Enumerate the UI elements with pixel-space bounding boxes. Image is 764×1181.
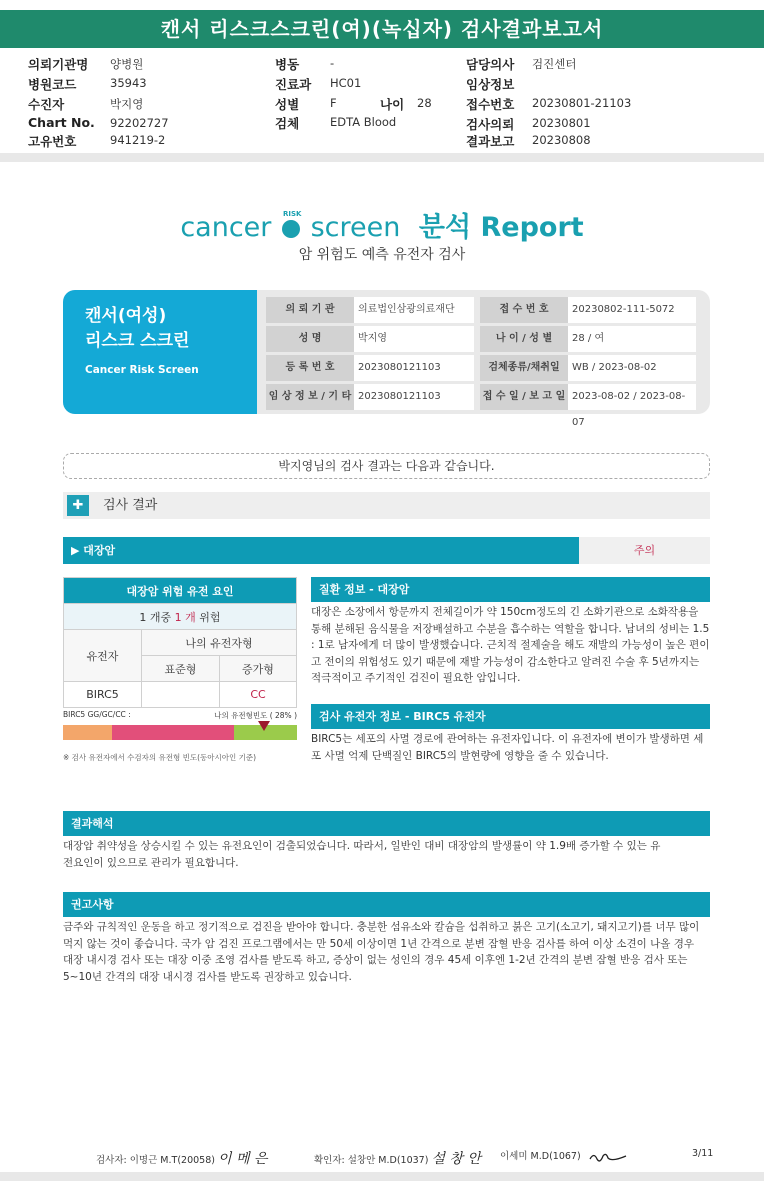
interpretation-text: 대장암 취약성을 상승시킬 수 있는 유전요인이 검출되었습니다. 따라서, 일반인 대비 대장암의 발생률이 약 1.9배 증가할 수 있는 유전요인이 있으므로 관리가 필요합니다.: [63, 840, 661, 869]
tester-sign: 이 메 은: [217, 1151, 268, 1167]
info-key: 나 이 / 성 별: [480, 326, 568, 352]
info-value: 2023080121103: [354, 355, 474, 381]
interpretation-header: 결과해석: [63, 811, 710, 836]
gene-table-header: 대장암 위험 유전 요인: [64, 578, 297, 604]
header-label: 임상정보: [466, 77, 515, 92]
confirmer-name: 확인자: 설창안 M.D(1037): [314, 1155, 429, 1166]
gene-info-text: BIRC5는 세포의 사멸 경로에 관여하는 유전자입니다. 이 유전자에 변이가 발생하면 세포 사멸 억제 단백질인 BIRC5의 발현량에 영향을 줄 수 있습니다.: [311, 733, 704, 762]
freq-left-label: BIRC5 GG/GC/CC :: [63, 710, 131, 719]
header-value: EDTA Blood: [330, 115, 397, 129]
info-value: 2023080121103: [354, 384, 474, 410]
header-value: HC01: [330, 76, 362, 90]
doctor-sign-icon: [588, 1150, 628, 1164]
freq-segment: [63, 725, 112, 740]
freq-segment: [112, 725, 234, 740]
report-subtitle: 암 위험도 예측 유전자 검사: [298, 247, 466, 263]
info-key: 의 뢰 기 관: [266, 297, 354, 323]
info-key: 임 상 정 보 / 기 타: [266, 384, 354, 410]
table-row: [64, 682, 297, 708]
header-value: F: [330, 96, 337, 110]
logo-cancer: cancer: [180, 212, 272, 243]
cancer-status-badge: 주의: [579, 537, 710, 564]
header-value: 양병원: [110, 57, 144, 71]
header-label: 수진자: [28, 97, 65, 112]
advice-text: 금주와 규칙적인 운동을 하고 정기적으로 검진을 받아야 합니다. 충분한 섬유소와 칼슘을 섭취하고 붉은 고기(소고기, 돼지고기)를 너무 많이 먹지 않는 것이 좋습니다. 국가 암 검진 프로그램에서는 만 50세 이상이면 1년 간격으로 분변 잠혈 반응 검사를 하여 이상 소견이 나올 경우 대장 내시경 검사 또는 대장 이중 조영 검사를 받도록 하고, 증상이 없는 성인의 경우 45세 이후엔 1-2년 간격의 분변 잠혈 반응 검사 또는 5~10년 간격의 대장 내시경 검사를 받도록 권장하고 있습니다.: [63, 921, 700, 983]
report-title: 캔서 리스크스크린(여)(녹십자) 검사결과보고서: [0, 10, 764, 48]
age-label: 나이: [380, 97, 405, 112]
info-value: 28 / 여: [568, 326, 696, 352]
brand-logo: [0, 205, 764, 244]
result-intro: 박지영님의 검사 결과는 다음과 같습니다.: [63, 453, 710, 479]
info-value: 의료법인삼광의료재단: [354, 297, 474, 323]
tester-signature: [96, 1148, 267, 1168]
medical-kit-icon: ✚: [67, 495, 89, 516]
gene-standard: [142, 682, 220, 708]
info-value: WB / 2023-08-02: [568, 355, 696, 381]
cancer-result-bar: [63, 537, 710, 564]
header-value: 20230808: [532, 133, 591, 147]
col-my-genotype: 나의 유전자형: [142, 630, 297, 656]
doctor-signature: [500, 1148, 628, 1164]
gene-info-header: 검사 유전자 정보 - BIRC5 유전자: [311, 704, 710, 729]
col-gene: 유전자: [64, 630, 142, 682]
my-frequency-marker-icon: [258, 721, 270, 731]
gene-name: BIRC5: [64, 682, 142, 708]
confirmer-sign: 설 창 안: [431, 1151, 481, 1167]
cancer-name: ▶ 대장암: [63, 537, 579, 564]
risk-count: [64, 604, 297, 630]
gene-risk-table: [63, 577, 297, 708]
header-value: -: [330, 56, 335, 70]
header-value: 검진센터: [532, 57, 577, 71]
header-label: 담당의사: [466, 57, 515, 72]
gene-increased: CC: [220, 682, 297, 708]
info-key: 접 수 일 / 보 고 일: [480, 384, 568, 410]
info-value: 박지영: [354, 326, 474, 352]
logo-dot-icon: [282, 209, 302, 238]
header-label: 검사의뢰: [466, 117, 515, 132]
divider-band: [0, 153, 764, 162]
disease-info-text: 대장은 소장에서 항문까지 전체길이가 약 150cm정도의 긴 소화기관으로 소화작용을 통해 분해된 음식물을 저장배설하고 수분을 흡수하는 역할을 합니다. 남녀의 성비는 1.5 : 1로 남자에게 더 많이 발생했습니다. 근치적 절제술을 해도 재발의 가능성이 높은 편이고 전이의 위험성도 있기 때문에 재발 가능성이 감소한다고 알려진 수술 후 5년까지는 적극적이고 주기적인 검진이 필요한 암입니다.: [311, 606, 710, 684]
patient-info-card: [63, 290, 710, 428]
header-label: 진료과: [275, 77, 312, 92]
tester-name: 검사자: 이명근 M.T(20058): [96, 1155, 215, 1166]
header-label: 병동: [275, 57, 300, 72]
col-standard: 표준형: [142, 656, 220, 682]
header-label: 접수번호: [466, 97, 515, 112]
info-value: 20230802-111-5072: [568, 297, 696, 323]
info-key: 성 명: [266, 326, 354, 352]
freq-right-label: 나의 유전형빈도 ( 28% ): [214, 711, 297, 720]
info-value: 2023-08-02 / 2023-08-07: [568, 384, 696, 410]
divider-band: [0, 1172, 764, 1181]
logo-screen: screen: [310, 212, 401, 243]
freq-labels: [63, 710, 297, 719]
section-title: 검사 결과: [103, 498, 158, 513]
info-key: 등 록 번 호: [266, 355, 354, 381]
header-value: 35943: [110, 76, 147, 90]
info-key: 접 수 번 호: [480, 297, 568, 323]
header-value: 941219-2: [110, 133, 166, 147]
header-label: 성별: [275, 97, 300, 112]
risk-count-prefix: 1 개중: [139, 610, 172, 624]
risk-count-value: 1 개: [174, 610, 196, 624]
product-title-en: Cancer Risk Screen: [85, 364, 199, 376]
advice-header: 권고사항: [63, 892, 710, 917]
header-label: 검체: [275, 116, 300, 131]
header-label: 병원코드: [28, 77, 77, 92]
doctor-name: 이세미 M.D(1067): [500, 1151, 581, 1162]
header-value: 92202727: [110, 116, 169, 130]
logo-report: 분석 Report: [418, 212, 584, 243]
freq-note: ※ 검사 유전자에서 수검자의 유전형 빈도(동아시아인 기준): [63, 753, 257, 762]
header-label: 의뢰기관명: [28, 57, 89, 72]
disease-info-header: 질환 정보 - 대장암: [311, 577, 710, 602]
risk-count-suffix: 위험: [199, 610, 221, 624]
confirmer-signature: [314, 1148, 481, 1168]
page-number: 3/11: [692, 1148, 714, 1159]
product-title-1: 캔서(여성): [85, 306, 167, 326]
header-value: 20230801: [532, 116, 591, 130]
header-label: 결과보고: [466, 134, 515, 149]
col-increased: 증가형: [220, 656, 297, 682]
header-label: 고유번호: [28, 134, 77, 149]
section-header-results: [63, 492, 710, 519]
product-title-2: 리스크 스크린: [85, 331, 190, 351]
header-label: Chart No.: [28, 115, 95, 130]
header-value: 20230801-21103: [532, 96, 632, 110]
info-key: 검체종류/채취일: [480, 355, 568, 381]
age-value: 28: [417, 96, 432, 110]
header-value: 박지영: [110, 97, 144, 111]
logo-risk: RISK: [282, 209, 302, 218]
product-label-panel: [63, 290, 257, 414]
